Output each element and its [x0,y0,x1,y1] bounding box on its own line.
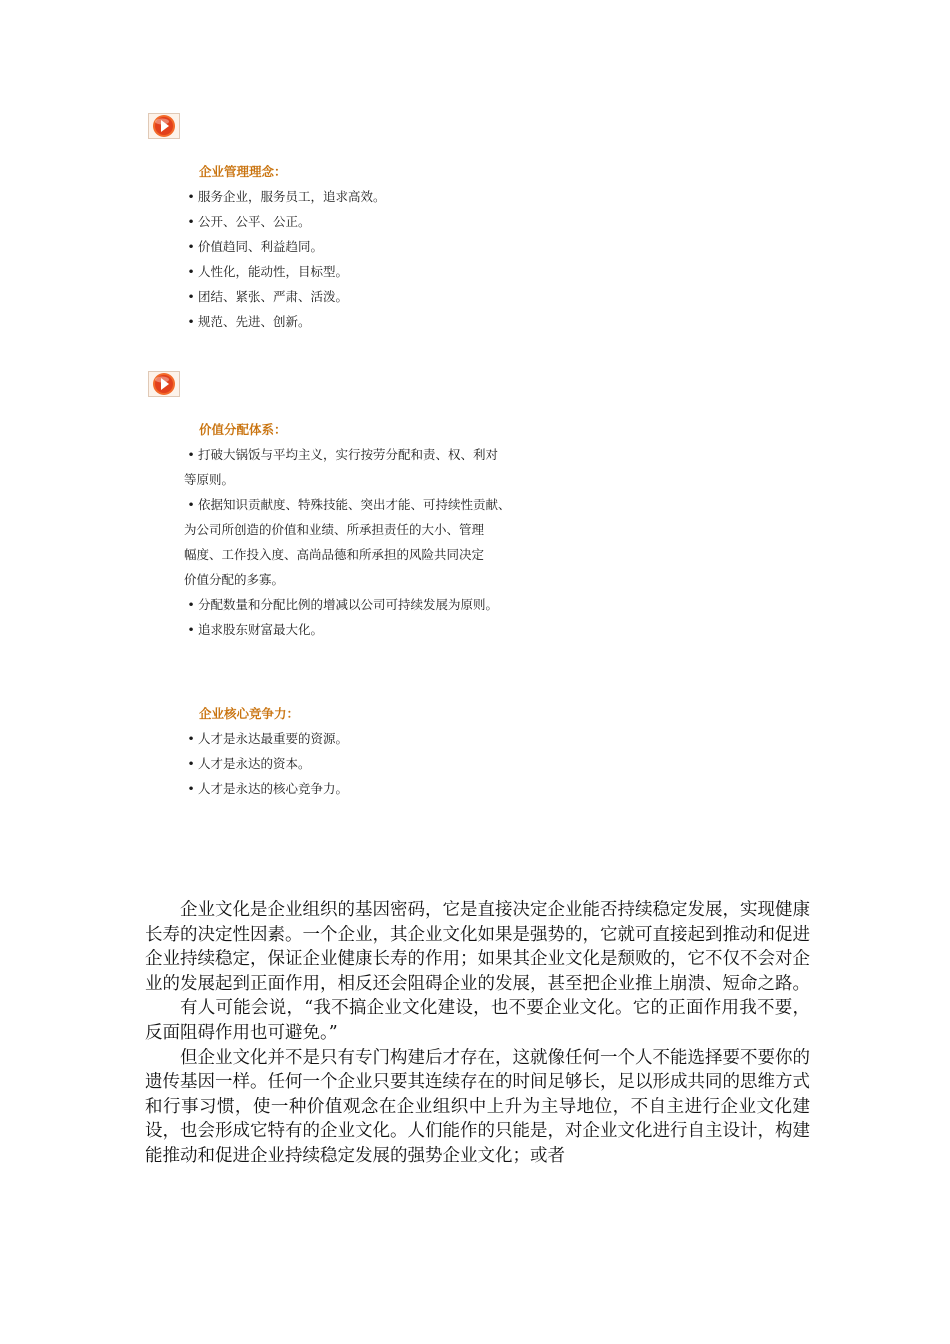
list-item: • 规范、先进、创新。 [187,314,311,329]
list-item: • 人才是永达的资本。 [187,756,311,771]
paragraph: 企业文化是企业组织的基因密码，它是直接决定企业能否持续稳定发展，实现健康长寿的决定性因素。一个企业，其企业文化如果是强势的，它就可直接起到推动和促进企业持续稳定，保证企业健康长寿的作用；如果其企业文化是颓败的，它不仅不会对企业的发展起到正面作用，相反还会阻碍企业的发展，甚至把企业推上崩溃、短命之路。 [145,900,810,994]
list-item: • 公开、公平、公正。 [187,214,311,229]
section-title: 企业核心竞争力： [199,706,300,721]
section-management-philosophy [184,164,584,334]
section-title: 价值分配体系： [199,422,287,437]
list-item: • 人才是永达的核心竞争力。 [187,781,349,796]
list-item: 价值分配的多寡。 [184,572,285,587]
list-item: • 价值趋同、利益趋同。 [187,239,324,254]
section-title: 企业管理理念： [199,164,287,179]
list-item: • 团结、紧张、严肃、活泼。 [187,289,349,304]
list-item: 幅度、工作投入度、高尚品德和所承担的风险共同决定 [184,547,485,562]
list-item: • 追求股东财富最大化。 [187,622,324,637]
list-item: • 人性化，能动性，目标型。 [187,264,349,279]
paragraph: 但企业文化并不是只有专门构建后才存在，这就像任何一个人不能选择要不要你的遗传基因一样。任何一个企业只要其连续存在的时间足够长，足以形成共同的思维方式和行事习惯，使一种价值观念在企业组织中上升为主导地位，不自主进行企业文化建设，也会形成它特有的企业文化。人们能作的只能是，对企业文化进行自主设计，构建能推动和促进企业持续稳定发展的强势企业文化；或者 [145,1047,810,1166]
body-text [145,898,810,1169]
list-item: • 分配数量和分配比例的增减以公司可持续发展为原则。 [187,597,499,612]
list-item: • 服务企业，服务员工，追求高效。 [187,189,386,204]
list-item: • 人才是永达最重要的资源。 [187,731,349,746]
list-item: 为公司所创造的价值和业绩、所承担责任的大小、管理 [184,522,485,537]
section-core-competitiveness [184,706,584,801]
paragraph: 有人可能会说，“我不搞企业文化建设，也不要企业文化。它的正面作用我不要，反面阻碍作用也可避免。” [145,998,810,1043]
play-arrow-icon [148,113,180,139]
play-arrow-icon [148,371,180,397]
section-value-distribution [184,422,584,642]
list-item: • 打破大锅饭与平均主义，实行按劳分配和责、权、利对 [187,447,499,462]
list-item: 等原则。 [184,472,235,487]
list-item: • 依据知识贡献度、特殊技能、突出才能、可持续性贡献、 [187,497,511,512]
